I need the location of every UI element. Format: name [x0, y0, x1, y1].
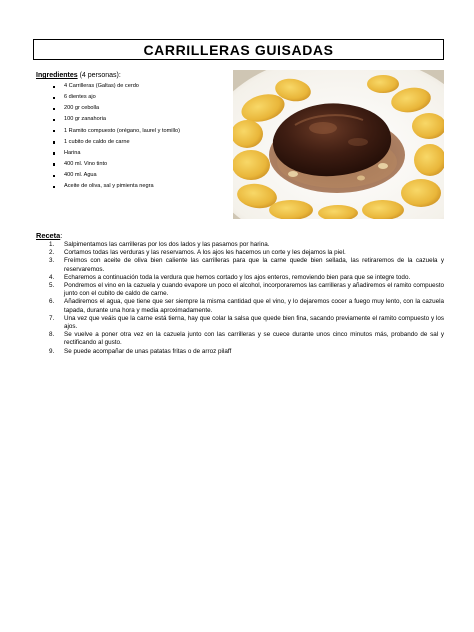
recipe-step: [36, 298, 444, 314]
title-box: [33, 39, 444, 60]
step-number: 9.: [49, 347, 55, 355]
ingredient-item: 100 gr zanahoria: [36, 116, 226, 124]
page-title: CARRILLERAS GUISADAS: [143, 41, 334, 58]
recipe-step: [36, 274, 444, 282]
ingredient-item: 200 gr cebolla: [36, 105, 226, 113]
ingredient-item: 4 Carrilleras (Galtas) de cerdo: [36, 83, 226, 91]
ingredient-item: Aceite de oliva, sal y pimienta negra: [36, 183, 226, 191]
ingredients-section: [36, 72, 226, 194]
ingredients-label: Ingredientes: [36, 72, 78, 79]
step-text: Se puede acompañar de unas patatas fritas o de arroz pilaff: [64, 347, 232, 355]
recipe-step: [36, 241, 444, 249]
recipe-section: [36, 231, 444, 356]
step-number: 5.: [49, 282, 55, 290]
step-number: 6.: [49, 298, 55, 306]
ingredient-item: 6 dientes ajo: [36, 94, 226, 102]
dish-photo: [233, 70, 444, 219]
ingredient-item: 1 Ramito compuesto (orégano, laurel y tomillo): [36, 128, 226, 136]
step-text: Añadiremos el agua, que tiene que ser siempre la misma cantidad que el vino, y lo dejaremos cocer a fuego muy lento, con la cazuela tapada, durante una hora y media aproximadamente.: [64, 298, 444, 314]
recipe-step: [36, 257, 444, 273]
ingredient-item: Harina: [36, 150, 226, 158]
step-number: 4.: [49, 273, 55, 281]
step-text: Se vuelve a poner otra vez en la cazuela junto con las carrilleras y se cuece durante unos cinco minutos más, probando de sal y rectificando al gusto.: [64, 331, 444, 347]
recipe-step: [36, 315, 444, 331]
recipe-label: Receta: [36, 231, 61, 240]
ingredients-heading: [36, 72, 226, 79]
step-text: Cortamos todas las verduras y las reservamos. A los ajos les hacemos un corte y les dejamos la piel.: [64, 249, 346, 257]
step-number: 3.: [49, 257, 55, 265]
recipe-steps: [36, 241, 444, 356]
recipe-step: [36, 331, 444, 347]
step-number: 2.: [49, 249, 55, 257]
step-text: Freímos con aceite de oliva bien caliente las carrilleras para que la carne quede bien sellada, las retiraremos de la cazuela y reservaremos.: [64, 257, 444, 273]
ingredients-note: (4 personas):: [79, 72, 121, 79]
step-text: Pondremos el vino en la cazuela y cuando evapore un poco el alcohol, incorporaremos las carrilleras y añadiremos el ramito compuesto junto con el cubito de caldo de carne.: [64, 282, 444, 298]
step-text: Salpimentamos las carrilleras por los dos lados y las pasamos por harina.: [64, 241, 270, 248]
recipe-step: [36, 348, 444, 356]
ingredient-item: 400 ml. Agua: [36, 172, 226, 180]
recipe-step: [36, 249, 444, 257]
recipe-heading: Receta:: [36, 231, 63, 240]
step-text: Echaremos a continuación toda la verdura que hemos cortado y los ajos enteros, removiendo bien para que se integre todo.: [64, 273, 411, 281]
ingredient-item: 400 ml. Vino tinto: [36, 161, 226, 169]
step-text: Una vez que veáis que la carne está tierna, hay que colar la salsa que quede bien fina, sacando previamente el ramito compuesto y los ajos.: [64, 314, 444, 331]
ingredients-list: [36, 83, 226, 191]
step-number: 1.: [49, 241, 55, 248]
recipe-step: [36, 282, 444, 298]
step-number: 7.: [49, 314, 55, 322]
step-number: 8.: [49, 331, 55, 339]
ingredient-item: 1 cubito de caldo de carne: [36, 139, 226, 147]
